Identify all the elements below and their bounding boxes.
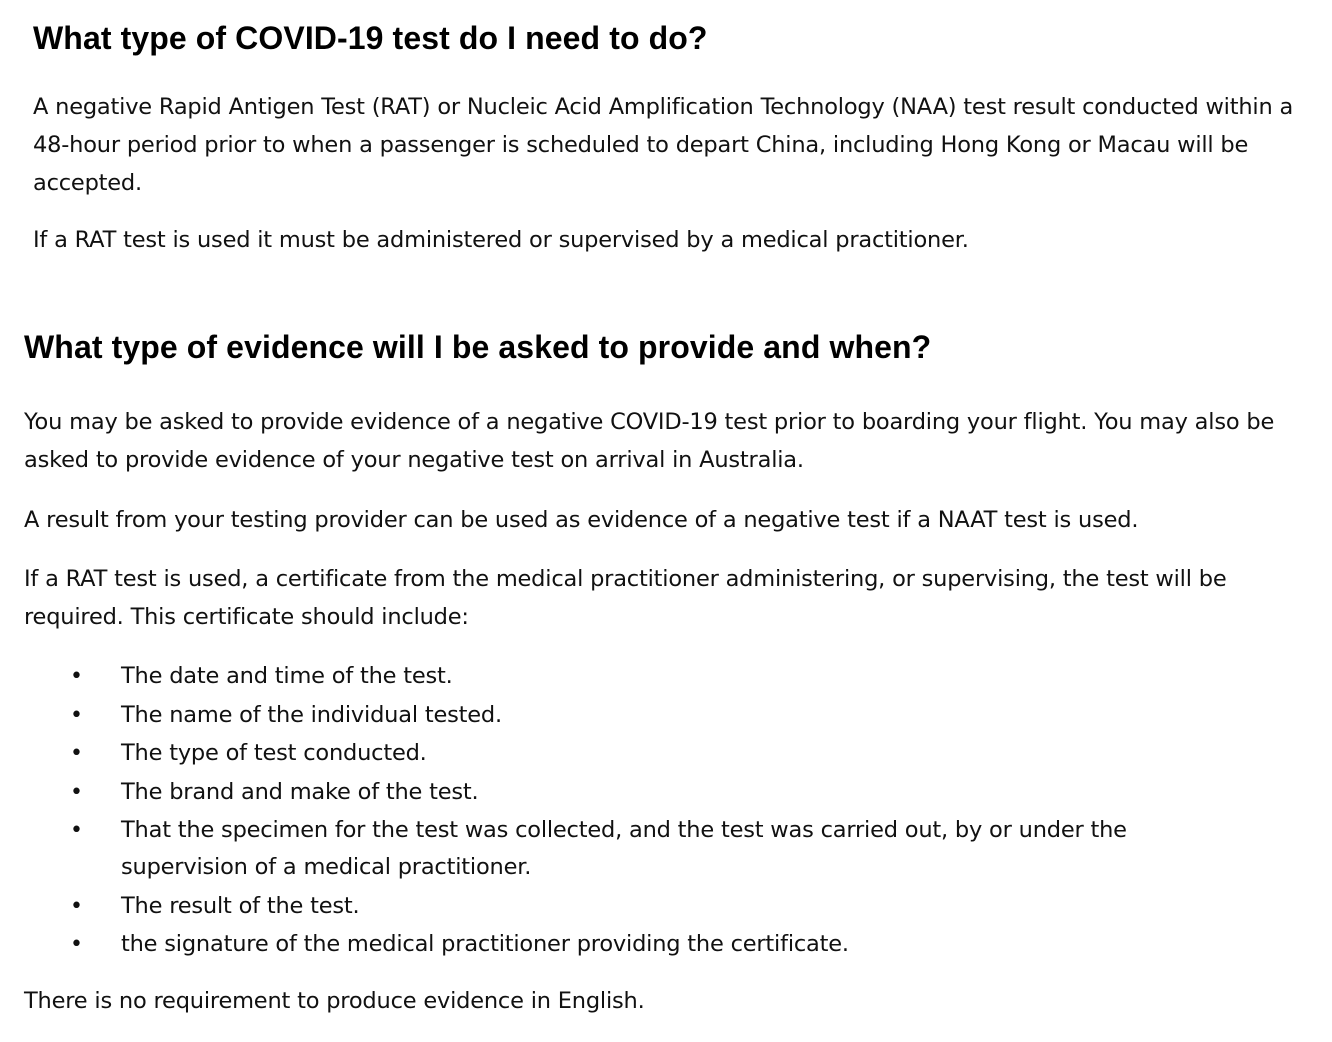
bullet-icon: • xyxy=(70,932,83,957)
list-item xyxy=(24,888,1314,925)
section-heading: What type of evidence will I be asked to provide and when? xyxy=(24,329,932,365)
list-item xyxy=(24,926,1314,963)
certificate-requirements-list xyxy=(24,658,1314,963)
list-item xyxy=(24,812,1314,886)
list-item-text: The name of the individual tested. xyxy=(121,701,502,728)
section-evidence xyxy=(24,327,1314,1020)
list-item-text: The brand and make of the test. xyxy=(121,778,479,805)
bullet-icon: • xyxy=(70,702,83,728)
paragraph-rat-certificate: If a RAT test is used, a certificate from the medical practitioner administering, or supervising, the test will be required. This certificate should include: xyxy=(24,566,1227,630)
section-test-type xyxy=(33,18,1313,259)
paragraph-language-note: There is no requirement to produce evidence in English. xyxy=(24,988,645,1014)
paragraph-rat-supervision: If a RAT test is used it must be administered or supervised by a medical practitioner. xyxy=(33,227,969,253)
list-item-text: That the specimen for the test was collected, and the test was carried out, by or under the supervision of a medical practitioner. xyxy=(121,817,1127,880)
list-item xyxy=(24,735,1314,772)
paragraph-evidence-request: You may be asked to provide evidence of a negative COVID-19 test prior to boarding your flight. You may also be asked to provide evidence of your negative test on arrival in Australia. xyxy=(24,409,1275,473)
bullet-icon: • xyxy=(70,818,83,843)
list-item xyxy=(24,697,1314,734)
list-item-text: The type of test conducted. xyxy=(121,740,427,766)
section-heading: What type of COVID-19 test do I need to do? xyxy=(33,20,708,56)
paragraph-accepted-tests: A negative Rapid Antigen Test (RAT) or Nucleic Acid Amplification Technology (NAA) test result conducted within a 48-hour period prior to when a passenger is scheduled to depart China, including Hong Kong or Macau will be accepted. xyxy=(33,94,1294,196)
list-item-text: the signature of the medical practitioner providing the certificate. xyxy=(121,931,849,957)
bullet-icon: • xyxy=(70,664,83,689)
bullet-icon: • xyxy=(70,893,83,919)
bullet-icon: • xyxy=(70,741,83,766)
bullet-icon: • xyxy=(70,779,83,805)
list-item-text: The date and time of the test. xyxy=(121,663,453,689)
list-item xyxy=(24,774,1314,811)
list-item xyxy=(24,658,1314,695)
paragraph-naat-evidence: A result from your testing provider can be used as evidence of a negative test if a NAAT test is used. xyxy=(24,507,1139,533)
list-item-text: The result of the test. xyxy=(121,892,360,919)
